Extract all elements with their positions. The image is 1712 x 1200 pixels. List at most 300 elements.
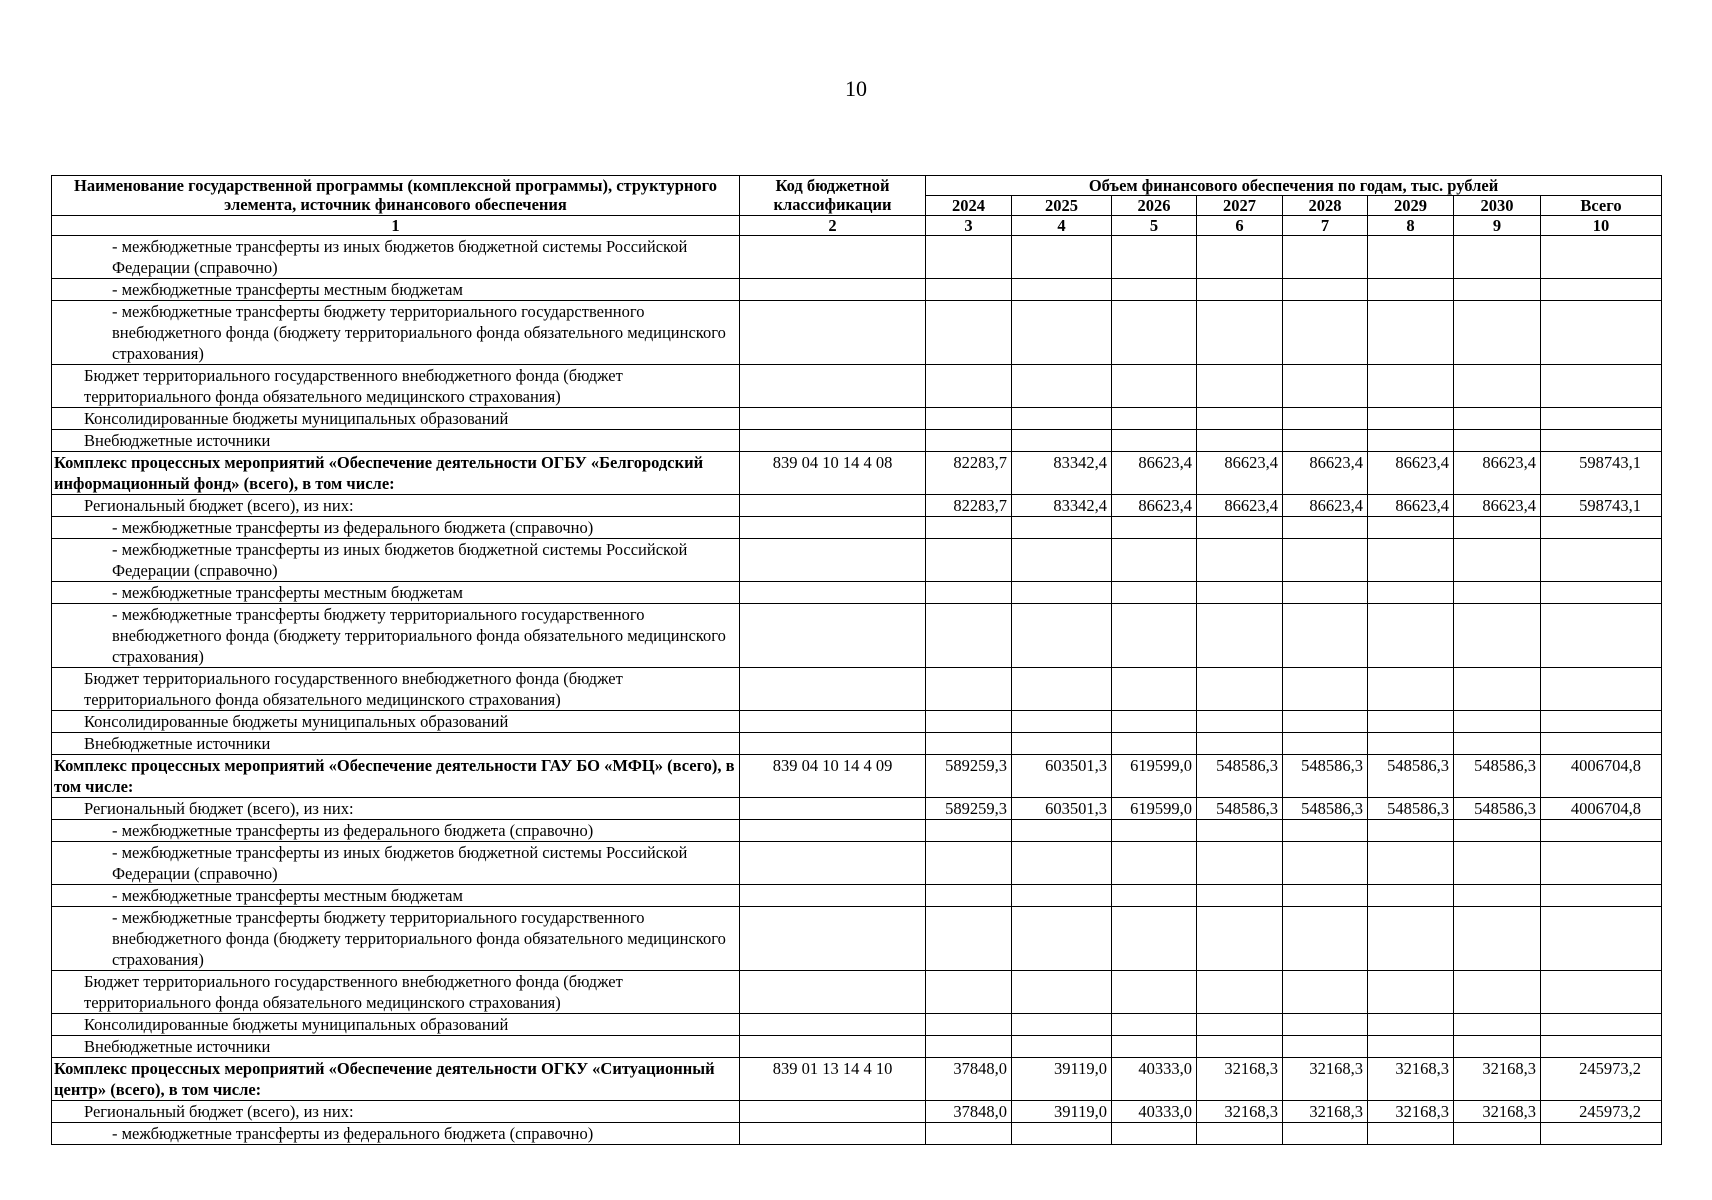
row-value	[1454, 1036, 1541, 1058]
row-value	[1197, 301, 1283, 365]
row-value	[1283, 408, 1368, 430]
row-value	[1368, 668, 1454, 711]
row-value	[1112, 820, 1197, 842]
row-value: 619599,0	[1112, 755, 1197, 798]
row-value	[1368, 582, 1454, 604]
row-total	[1541, 1123, 1662, 1145]
row-value	[926, 668, 1012, 711]
header-year-7: Всего	[1541, 196, 1662, 216]
row-code	[740, 1036, 926, 1058]
row-code	[740, 820, 926, 842]
row-value	[1283, 907, 1368, 971]
row-total	[1541, 408, 1662, 430]
row-value	[1112, 711, 1197, 733]
row-value	[1454, 301, 1541, 365]
row-value	[1197, 907, 1283, 971]
row-value	[926, 279, 1012, 301]
table-row	[52, 604, 1662, 668]
row-value	[1012, 408, 1112, 430]
row-code	[740, 668, 926, 711]
row-value	[1454, 1014, 1541, 1036]
row-value	[1112, 1036, 1197, 1058]
row-value: 37848,0	[926, 1101, 1012, 1123]
table-row	[52, 1058, 1662, 1101]
table-row	[52, 820, 1662, 842]
row-value	[1454, 711, 1541, 733]
row-value: 619599,0	[1112, 798, 1197, 820]
row-name: - межбюджетные трансферты из федерального бюджета (справочно)	[52, 820, 740, 842]
row-value	[1283, 236, 1368, 279]
row-value	[1454, 430, 1541, 452]
table-row	[52, 582, 1662, 604]
header-row-1	[52, 176, 1662, 196]
row-value: 548586,3	[1283, 798, 1368, 820]
row-value	[1197, 236, 1283, 279]
row-value: 548586,3	[1368, 798, 1454, 820]
row-code	[740, 1014, 926, 1036]
row-value	[1368, 408, 1454, 430]
row-value	[1283, 1036, 1368, 1058]
row-value: 83342,4	[1012, 495, 1112, 517]
row-value	[1283, 668, 1368, 711]
row-value	[1112, 236, 1197, 279]
row-value	[1197, 365, 1283, 408]
row-code	[740, 711, 926, 733]
financing-table	[51, 175, 1662, 1145]
row-value	[926, 733, 1012, 755]
header-colnum-9: 10	[1541, 216, 1662, 236]
page-number: 10	[845, 76, 867, 101]
row-value	[1012, 971, 1112, 1014]
table-row	[52, 885, 1662, 907]
row-value	[1012, 301, 1112, 365]
row-value	[1012, 582, 1112, 604]
row-code	[740, 885, 926, 907]
row-value	[1454, 885, 1541, 907]
row-value	[1368, 1123, 1454, 1145]
row-value	[1283, 842, 1368, 885]
table-row	[52, 279, 1662, 301]
row-value	[1197, 517, 1283, 539]
row-value	[1012, 885, 1112, 907]
header-colnum-4: 5	[1112, 216, 1197, 236]
row-value: 86623,4	[1454, 452, 1541, 495]
table-row	[52, 755, 1662, 798]
header-colnum-3: 4	[1012, 216, 1112, 236]
row-value: 86623,4	[1283, 495, 1368, 517]
row-value	[1112, 668, 1197, 711]
row-total	[1541, 365, 1662, 408]
row-value	[1454, 604, 1541, 668]
row-code	[740, 604, 926, 668]
row-code	[740, 842, 926, 885]
row-value: 589259,3	[926, 798, 1012, 820]
row-code: 839 01 13 14 4 10	[740, 1058, 926, 1101]
row-total: 245973,2	[1541, 1058, 1662, 1101]
row-value	[1283, 279, 1368, 301]
row-value	[1012, 604, 1112, 668]
row-value: 32168,3	[1454, 1101, 1541, 1123]
row-value: 32168,3	[1454, 1058, 1541, 1101]
row-value	[1012, 365, 1112, 408]
row-value	[1368, 236, 1454, 279]
row-total	[1541, 539, 1662, 582]
row-value	[1197, 885, 1283, 907]
row-value	[1368, 301, 1454, 365]
row-value	[1112, 1014, 1197, 1036]
table-row	[52, 1014, 1662, 1036]
row-value	[1197, 408, 1283, 430]
row-name: - межбюджетные трансферты из иных бюджетов бюджетной системы Российской Федерации (справочно)	[52, 842, 740, 885]
header-year-5: 2029	[1368, 196, 1454, 216]
row-total	[1541, 842, 1662, 885]
row-value	[1112, 842, 1197, 885]
row-value	[1283, 820, 1368, 842]
row-total	[1541, 733, 1662, 755]
row-code: 839 04 10 14 4 08	[740, 452, 926, 495]
row-value: 32168,3	[1283, 1101, 1368, 1123]
row-value	[1283, 430, 1368, 452]
row-value: 603501,3	[1012, 755, 1112, 798]
row-value	[1112, 365, 1197, 408]
row-value	[1112, 408, 1197, 430]
row-name: Бюджет территориального государственного внебюджетного фонда (бюджет территориального фонда обязательного медицинского страхования)	[52, 365, 740, 408]
row-total	[1541, 711, 1662, 733]
row-value	[1197, 539, 1283, 582]
table-row	[52, 539, 1662, 582]
table-row	[52, 365, 1662, 408]
row-value: 32168,3	[1197, 1058, 1283, 1101]
row-value: 39119,0	[1012, 1058, 1112, 1101]
header-year-0: 2024	[926, 196, 1012, 216]
row-value	[1012, 733, 1112, 755]
row-name: - межбюджетные трансферты местным бюджетам	[52, 885, 740, 907]
row-value	[1112, 582, 1197, 604]
row-value	[1112, 517, 1197, 539]
row-value	[1112, 430, 1197, 452]
row-value	[1283, 1123, 1368, 1145]
row-value	[926, 582, 1012, 604]
row-value	[1197, 820, 1283, 842]
table-row	[52, 798, 1662, 820]
row-value	[1283, 301, 1368, 365]
table-row	[52, 301, 1662, 365]
row-value	[926, 971, 1012, 1014]
row-value	[1368, 279, 1454, 301]
row-name: Внебюджетные источники	[52, 1036, 740, 1058]
row-value	[1197, 279, 1283, 301]
row-value	[1197, 711, 1283, 733]
header-year-4: 2028	[1283, 196, 1368, 216]
table-row	[52, 733, 1662, 755]
row-value	[1283, 971, 1368, 1014]
row-value	[1197, 604, 1283, 668]
row-value	[926, 907, 1012, 971]
row-total	[1541, 971, 1662, 1014]
row-value	[1012, 517, 1112, 539]
header-colnum-5: 6	[1197, 216, 1283, 236]
table-row	[52, 971, 1662, 1014]
row-name: - межбюджетные трансферты из федерального бюджета (справочно)	[52, 517, 740, 539]
row-value	[1454, 279, 1541, 301]
row-value	[1012, 430, 1112, 452]
row-value	[926, 365, 1012, 408]
row-value: 86623,4	[1368, 495, 1454, 517]
header-colnum-6: 7	[1283, 216, 1368, 236]
row-value: 82283,7	[926, 495, 1012, 517]
row-value	[1454, 820, 1541, 842]
row-value: 548586,3	[1197, 798, 1283, 820]
row-value: 39119,0	[1012, 1101, 1112, 1123]
table-row	[52, 668, 1662, 711]
row-value	[1112, 885, 1197, 907]
row-code	[740, 301, 926, 365]
row-value	[1368, 1036, 1454, 1058]
row-value	[1454, 907, 1541, 971]
row-value: 548586,3	[1454, 798, 1541, 820]
header-year-1: 2025	[1012, 196, 1112, 216]
row-value	[1454, 842, 1541, 885]
row-value	[1368, 733, 1454, 755]
row-value	[1197, 582, 1283, 604]
row-value	[1112, 971, 1197, 1014]
table-row	[52, 907, 1662, 971]
row-value	[1283, 885, 1368, 907]
row-value	[926, 430, 1012, 452]
row-total	[1541, 582, 1662, 604]
row-value	[926, 820, 1012, 842]
header-column-numbers-row	[52, 216, 1662, 236]
header-name-column: Наименование государственной программы (комплексной программы), структурного элемента, источник финансового обеспечения	[52, 176, 740, 216]
row-total	[1541, 604, 1662, 668]
header-year-2: 2026	[1112, 196, 1197, 216]
row-value	[1197, 971, 1283, 1014]
table-row	[52, 1123, 1662, 1145]
row-value: 548586,3	[1454, 755, 1541, 798]
row-value	[1283, 733, 1368, 755]
row-value	[1012, 279, 1112, 301]
row-value	[926, 301, 1012, 365]
row-code	[740, 582, 926, 604]
row-value	[1368, 365, 1454, 408]
row-name: Консолидированные бюджеты муниципальных образований	[52, 1014, 740, 1036]
row-value	[1368, 711, 1454, 733]
table-body	[52, 236, 1662, 1145]
row-value: 589259,3	[926, 755, 1012, 798]
row-name: Консолидированные бюджеты муниципальных образований	[52, 408, 740, 430]
row-value: 548586,3	[1197, 755, 1283, 798]
row-name: - межбюджетные трансферты из федерального бюджета (справочно)	[52, 1123, 740, 1145]
row-value: 40333,0	[1112, 1101, 1197, 1123]
row-code	[740, 907, 926, 971]
row-value	[926, 885, 1012, 907]
row-value: 32168,3	[1283, 1058, 1368, 1101]
row-code	[740, 430, 926, 452]
row-value	[1454, 971, 1541, 1014]
row-value	[1012, 907, 1112, 971]
row-value	[1012, 820, 1112, 842]
row-value	[1283, 517, 1368, 539]
table-row	[52, 517, 1662, 539]
row-value	[1112, 301, 1197, 365]
row-value	[926, 539, 1012, 582]
row-code	[740, 733, 926, 755]
row-name: - межбюджетные трансферты бюджету территориального государственного внебюджетного фонда (бюджету территориального фонда обязательного медицинского страхования)	[52, 907, 740, 971]
header-year-6: 2030	[1454, 196, 1541, 216]
table-row	[52, 495, 1662, 517]
row-value	[1197, 733, 1283, 755]
row-value	[926, 1014, 1012, 1036]
row-value	[1012, 842, 1112, 885]
row-total	[1541, 517, 1662, 539]
row-code	[740, 495, 926, 517]
row-value: 86623,4	[1197, 495, 1283, 517]
row-value: 86623,4	[1112, 452, 1197, 495]
row-value	[1012, 1123, 1112, 1145]
row-total	[1541, 301, 1662, 365]
row-value: 86623,4	[1197, 452, 1283, 495]
row-code: 839 04 10 14 4 09	[740, 755, 926, 798]
row-value	[1368, 430, 1454, 452]
row-name: Бюджет территориального государственного внебюджетного фонда (бюджет территориального фонда обязательного медицинского страхования)	[52, 971, 740, 1014]
row-value: 603501,3	[1012, 798, 1112, 820]
header-volume-column: Объем финансового обеспечения по годам, тыс. рублей	[926, 176, 1662, 196]
row-name: Региональный бюджет (всего), из них:	[52, 495, 740, 517]
row-value	[1112, 279, 1197, 301]
row-value	[1197, 842, 1283, 885]
table-row	[52, 408, 1662, 430]
row-value	[1368, 517, 1454, 539]
row-value	[1112, 539, 1197, 582]
row-value	[1454, 236, 1541, 279]
row-value: 548586,3	[1368, 755, 1454, 798]
row-value	[1283, 604, 1368, 668]
row-value	[926, 408, 1012, 430]
row-code	[740, 236, 926, 279]
table-row	[52, 842, 1662, 885]
row-value	[1368, 971, 1454, 1014]
row-value	[1197, 430, 1283, 452]
row-value	[1012, 539, 1112, 582]
row-name: Внебюджетные источники	[52, 733, 740, 755]
row-value	[1454, 517, 1541, 539]
row-value	[1012, 711, 1112, 733]
row-name: - межбюджетные трансферты из иных бюджетов бюджетной системы Российской Федерации (справочно)	[52, 236, 740, 279]
row-value	[926, 1123, 1012, 1145]
row-value: 32168,3	[1197, 1101, 1283, 1123]
row-value	[1454, 668, 1541, 711]
row-value	[1112, 1123, 1197, 1145]
row-value	[1454, 1123, 1541, 1145]
row-name: - межбюджетные трансферты местным бюджетам	[52, 582, 740, 604]
row-value	[926, 236, 1012, 279]
row-value	[1368, 907, 1454, 971]
row-value	[1197, 1123, 1283, 1145]
row-value	[1368, 885, 1454, 907]
row-value	[1283, 711, 1368, 733]
row-total: 598743,1	[1541, 452, 1662, 495]
row-total	[1541, 668, 1662, 711]
row-value	[1454, 733, 1541, 755]
row-code	[740, 408, 926, 430]
row-name: Внебюджетные источники	[52, 430, 740, 452]
row-value	[1368, 842, 1454, 885]
row-total	[1541, 430, 1662, 452]
row-code	[740, 365, 926, 408]
row-value	[1368, 1014, 1454, 1036]
row-name: Региональный бюджет (всего), из них:	[52, 1101, 740, 1123]
row-name: Консолидированные бюджеты муниципальных образований	[52, 711, 740, 733]
row-name: Комплекс процессных мероприятий «Обеспечение деятельности ГАУ БО «МФЦ» (всего), в том числе:	[52, 755, 740, 798]
row-total: 245973,2	[1541, 1101, 1662, 1123]
row-code	[740, 517, 926, 539]
row-value: 32168,3	[1368, 1101, 1454, 1123]
row-value: 86623,4	[1454, 495, 1541, 517]
row-value: 82283,7	[926, 452, 1012, 495]
row-value	[1197, 668, 1283, 711]
table-row	[52, 430, 1662, 452]
row-code	[740, 1101, 926, 1123]
row-value	[1368, 820, 1454, 842]
row-value: 548586,3	[1283, 755, 1368, 798]
row-total	[1541, 236, 1662, 279]
row-value	[1197, 1036, 1283, 1058]
row-value	[1012, 1036, 1112, 1058]
row-value: 83342,4	[1012, 452, 1112, 495]
row-value	[1012, 668, 1112, 711]
row-value	[1012, 236, 1112, 279]
row-total: 4006704,8	[1541, 798, 1662, 820]
row-name: Комплекс процессных мероприятий «Обеспечение деятельности ОГБУ «Белгородский информационный фонд» (всего), в том числе:	[52, 452, 740, 495]
row-value: 37848,0	[926, 1058, 1012, 1101]
header-colnum-7: 8	[1368, 216, 1454, 236]
row-value	[1283, 1014, 1368, 1036]
row-total	[1541, 907, 1662, 971]
header-colnum-0: 1	[52, 216, 740, 236]
row-value	[1283, 582, 1368, 604]
row-value: 86623,4	[1112, 495, 1197, 517]
row-name: - межбюджетные трансферты бюджету территориального государственного внебюджетного фонда (бюджету территориального фонда обязательного медицинского страхования)	[52, 301, 740, 365]
row-value: 40333,0	[1112, 1058, 1197, 1101]
row-name: - межбюджетные трансферты местным бюджетам	[52, 279, 740, 301]
row-value	[1454, 582, 1541, 604]
row-value	[926, 517, 1012, 539]
row-code	[740, 971, 926, 1014]
row-value	[1283, 365, 1368, 408]
header-colnum-2: 3	[926, 216, 1012, 236]
row-value	[1454, 539, 1541, 582]
row-name: Региональный бюджет (всего), из них:	[52, 798, 740, 820]
header-colnum-8: 9	[1454, 216, 1541, 236]
row-total: 4006704,8	[1541, 755, 1662, 798]
row-total	[1541, 1014, 1662, 1036]
table-row	[52, 452, 1662, 495]
row-name: Бюджет территориального государственного внебюджетного фонда (бюджет территориального фонда обязательного медицинского страхования)	[52, 668, 740, 711]
row-total: 598743,1	[1541, 495, 1662, 517]
row-total	[1541, 279, 1662, 301]
row-value	[1368, 539, 1454, 582]
table-row	[52, 711, 1662, 733]
row-value	[1197, 1014, 1283, 1036]
row-value	[1454, 408, 1541, 430]
row-total	[1541, 885, 1662, 907]
row-value	[926, 1036, 1012, 1058]
table-row	[52, 1101, 1662, 1123]
row-name: - межбюджетные трансферты бюджету территориального государственного внебюджетного фонда (бюджету территориального фонда обязательного медицинского страхования)	[52, 604, 740, 668]
row-value	[1283, 539, 1368, 582]
row-value	[1454, 365, 1541, 408]
row-value	[1112, 604, 1197, 668]
